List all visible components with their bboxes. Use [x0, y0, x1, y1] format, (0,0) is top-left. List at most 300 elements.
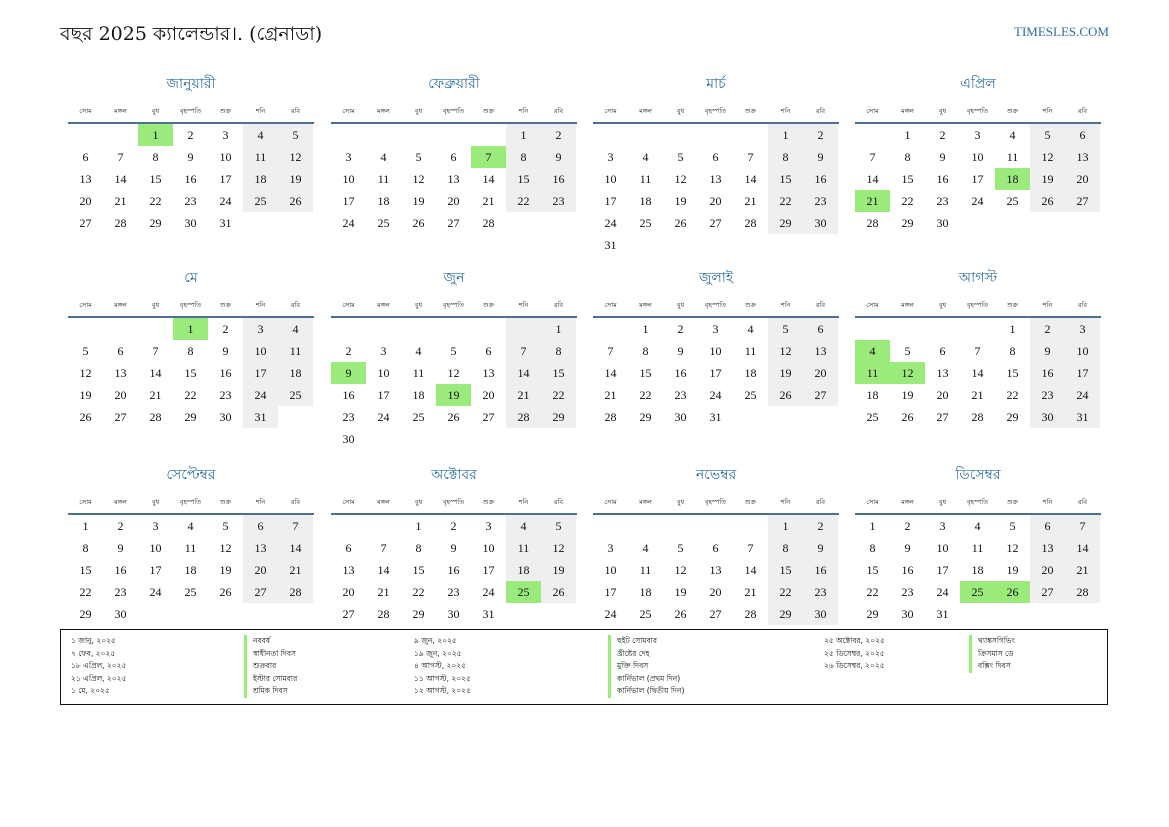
empty-cell — [243, 212, 278, 234]
day-cell: 24 — [971, 194, 984, 208]
week-row — [331, 212, 577, 234]
day-cell: 23 — [541, 190, 576, 212]
week-row — [593, 406, 839, 428]
weekday-label: সোম — [866, 106, 879, 115]
weekday-label: বুধ — [676, 497, 685, 506]
day-cell: 14 — [604, 366, 617, 380]
day-cell: 8 — [82, 541, 89, 555]
day-cell: 5 — [904, 344, 911, 358]
week-row — [68, 146, 314, 168]
day-cell: 4 — [278, 318, 313, 340]
empty-cell — [733, 515, 768, 537]
day-cell: 23 — [342, 410, 355, 424]
day-cell: 23 — [1030, 384, 1065, 406]
month-block — [331, 465, 577, 625]
empty-cell — [925, 318, 960, 340]
weekday-label: শুক্র — [482, 497, 495, 506]
day-cell: 5 — [677, 541, 684, 555]
day-cell: 2 — [187, 128, 194, 142]
day-cell: 29 — [79, 607, 92, 621]
day-cell: 10 — [149, 541, 162, 555]
day-cell: 9 — [904, 541, 911, 555]
holiday-day-cell: 21 — [855, 190, 890, 212]
day-cell: 24 — [1065, 384, 1100, 406]
day-cell: 3 — [243, 318, 278, 340]
day-cell: 7 — [747, 541, 754, 555]
day-cell: 12 — [1030, 146, 1065, 168]
weekday-label: রবি — [1077, 300, 1088, 309]
day-cell: 8 — [506, 146, 541, 168]
weekday-label: বৃহস্পতি — [966, 497, 989, 506]
day-cell: 29 — [541, 406, 576, 428]
week-row — [593, 318, 839, 340]
week-row — [855, 537, 1101, 559]
day-cell: 24 — [709, 388, 722, 402]
day-cell: 3 — [222, 128, 229, 142]
day-cell: 8 — [541, 340, 576, 362]
week-row — [68, 124, 314, 146]
weekday-label: সোম — [604, 300, 617, 309]
day-cell: 27 — [482, 410, 495, 424]
empty-cell — [138, 318, 173, 340]
day-cell: 6 — [82, 150, 89, 164]
day-cell: 19 — [1006, 563, 1019, 577]
empty-cell — [401, 428, 436, 450]
day-cell: 26 — [219, 585, 232, 599]
week-row — [593, 515, 839, 537]
day-cell: 6 — [345, 541, 352, 555]
day-cell: 12 — [447, 366, 460, 380]
week-row — [68, 362, 314, 384]
day-cell: 4 — [415, 344, 422, 358]
weekday-label: রবি — [553, 106, 564, 115]
day-cell: 6 — [117, 344, 124, 358]
weekday-label: রবি — [553, 497, 564, 506]
week-row — [593, 168, 839, 190]
day-cell: 17 — [377, 388, 390, 402]
legend-item: ২৬ ডিসেম্বর, ২০২৫ — [824, 661, 885, 670]
day-cell: 20 — [1065, 168, 1100, 190]
day-cell: 27 — [342, 607, 355, 621]
day-cell: 23 — [184, 194, 197, 208]
day-cell: 16 — [803, 168, 838, 190]
day-cell: 23 — [447, 585, 460, 599]
empty-cell — [541, 603, 576, 625]
weekday-label: মঙ্গল — [639, 497, 652, 506]
day-cell: 16 — [541, 168, 576, 190]
empty-cell — [541, 212, 576, 234]
day-cell: 18 — [639, 585, 652, 599]
legend-item: শুক্রবার — [253, 661, 277, 670]
month-block — [855, 268, 1101, 428]
month-block — [593, 268, 839, 428]
day-cell: 25 — [184, 585, 197, 599]
day-cell: 11 — [971, 541, 984, 555]
day-cell: 27 — [447, 216, 460, 230]
month-block — [68, 74, 314, 234]
day-cell: 25 — [639, 216, 652, 230]
day-cell: 10 — [604, 563, 617, 577]
weekday-label: শুক্র — [1006, 300, 1019, 309]
empty-cell — [138, 603, 173, 625]
week-row — [68, 559, 314, 581]
weekday-label: শনি — [518, 497, 529, 506]
weekday-label: সোম — [604, 106, 617, 115]
holiday-day-cell: 18 — [995, 168, 1030, 190]
day-cell: 19 — [541, 559, 576, 581]
day-cell: 19 — [278, 168, 313, 190]
empty-cell — [733, 234, 768, 256]
day-cell: 29 — [412, 607, 425, 621]
day-cell: 2 — [939, 128, 946, 142]
weekday-label: শনি — [1042, 497, 1053, 506]
week-row — [331, 318, 577, 340]
day-cell: 6 — [939, 344, 946, 358]
week-row — [68, 537, 314, 559]
empty-cell — [366, 428, 401, 450]
day-cell: 5 — [222, 519, 229, 533]
week-row — [855, 603, 1101, 625]
day-cell: 7 — [747, 150, 754, 164]
legend-item: ১ জানু, ২০২৫ — [71, 636, 116, 645]
week-row — [68, 212, 314, 234]
weekday-label: শুক্র — [744, 300, 757, 309]
week-row — [68, 603, 314, 625]
day-cell: 11 — [639, 563, 652, 577]
day-cell: 10 — [971, 150, 984, 164]
empty-cell — [663, 124, 698, 146]
week-row — [593, 537, 839, 559]
empty-cell — [243, 603, 278, 625]
weekday-label: শনি — [780, 300, 791, 309]
day-cell: 9 — [541, 146, 576, 168]
weekday-label: রবি — [290, 300, 301, 309]
day-cell: 8 — [904, 150, 911, 164]
empty-cell — [1030, 603, 1065, 625]
day-cell: 1 — [506, 124, 541, 146]
day-cell: 21 — [744, 585, 757, 599]
legend-item: ২১ এপ্রিল, ২০২৫ — [71, 673, 127, 683]
day-cell: 15 — [412, 563, 425, 577]
day-cell: 5 — [1030, 124, 1065, 146]
day-cell: 10 — [482, 541, 495, 555]
week-row — [331, 190, 577, 212]
weekday-label: শনি — [780, 106, 791, 115]
day-cell: 6 — [1030, 515, 1065, 537]
week-row — [855, 581, 1101, 603]
day-cell: 12 — [768, 340, 803, 362]
holiday-legend — [60, 629, 1108, 705]
legend-item: ১৯ জুন, ২০২৫ — [414, 648, 462, 658]
day-cell: 22 — [768, 581, 803, 603]
day-cell: 29 — [1006, 410, 1019, 424]
empty-cell — [698, 515, 733, 537]
day-cell: 16 — [674, 366, 687, 380]
day-cell: 21 — [506, 384, 541, 406]
weekday-label: মঙ্গল — [377, 300, 390, 309]
day-cell: 10 — [243, 340, 278, 362]
day-cell: 5 — [415, 150, 422, 164]
day-cell: 10 — [709, 344, 722, 358]
legend-item: থ্যাঙ্কসগিভিং — [978, 636, 1015, 645]
weekday-label: শনি — [255, 497, 266, 506]
day-cell: 7 — [152, 344, 159, 358]
week-row — [331, 384, 577, 406]
day-cell: 15 — [768, 168, 803, 190]
day-cell: 18 — [184, 563, 197, 577]
day-cell: 15 — [901, 172, 914, 186]
day-cell: 14 — [744, 563, 757, 577]
day-cell: 26 — [674, 216, 687, 230]
day-cell: 27 — [1030, 581, 1065, 603]
week-row — [331, 515, 577, 537]
day-cell: 22 — [412, 585, 425, 599]
day-cell: 8 — [152, 150, 159, 164]
holiday-day-cell: 4 — [855, 340, 890, 362]
month-name: সেপ্টেম্বর — [166, 467, 216, 483]
legend-item: মুক্তি দিবস — [617, 661, 649, 670]
weekday-header — [593, 100, 839, 124]
day-cell: 13 — [1065, 146, 1100, 168]
day-cell: 6 — [485, 344, 492, 358]
empty-cell — [593, 515, 628, 537]
day-cell: 12 — [674, 563, 687, 577]
week-row — [855, 318, 1101, 340]
day-cell: 2 — [677, 322, 684, 336]
day-cell: 3 — [939, 519, 946, 533]
page-title: বছর 2025 ক্যালেন্ডার।. (গ্রেনাডা) — [60, 23, 323, 45]
empty-cell — [103, 124, 138, 146]
month-block — [68, 268, 314, 428]
site-link[interactable]: TIMESLES.COM — [1014, 24, 1109, 39]
day-cell: 20 — [482, 388, 495, 402]
week-row — [331, 537, 577, 559]
legend-names-2 — [608, 635, 684, 698]
day-cell: 14 — [744, 172, 757, 186]
weekday-label: সোম — [604, 497, 617, 506]
day-cell: 9 — [803, 146, 838, 168]
day-cell: 24 — [604, 216, 617, 230]
day-cell: 18 — [744, 366, 757, 380]
day-cell: 14 — [149, 366, 162, 380]
day-cell: 17 — [243, 362, 278, 384]
day-cell: 30 — [342, 432, 355, 446]
day-cell: 3 — [607, 150, 614, 164]
empty-cell — [506, 428, 541, 450]
month-block — [331, 268, 577, 450]
empty-cell — [278, 603, 313, 625]
day-cell: 3 — [974, 128, 981, 142]
day-cell: 26 — [768, 384, 803, 406]
day-cell: 4 — [380, 150, 387, 164]
legend-item: হুইট সোমবার — [617, 636, 657, 645]
empty-cell — [506, 212, 541, 234]
day-cell: 31 — [604, 238, 617, 252]
week-row — [331, 581, 577, 603]
empty-cell — [960, 212, 995, 234]
weekday-label: মঙ্গল — [901, 300, 914, 309]
empty-cell — [278, 406, 313, 428]
day-cell: 17 — [709, 366, 722, 380]
empty-cell — [628, 515, 663, 537]
weekday-label: শনি — [518, 300, 529, 309]
day-cell: 17 — [1065, 362, 1100, 384]
day-cell: 11 — [412, 366, 425, 380]
weekday-label: শুক্র — [219, 497, 232, 506]
day-cell: 5 — [768, 318, 803, 340]
day-cell: 30 — [901, 607, 914, 621]
day-cell: 4 — [506, 515, 541, 537]
legend-item: ২৫ অক্টোবর, ২০২৫ — [824, 636, 885, 645]
legend-item: ৯ জুন, ২০২৫ — [414, 636, 457, 645]
weekday-header — [855, 491, 1101, 515]
day-cell: 14 — [506, 362, 541, 384]
week-row — [855, 559, 1101, 581]
weekday-label: বৃহস্পতি — [966, 106, 989, 115]
day-cell: 28 — [377, 607, 390, 621]
day-cell: 26 — [79, 410, 92, 424]
day-cell: 25 — [1006, 194, 1019, 208]
holiday-day-cell: 11 — [855, 362, 890, 384]
weekday-label: শুক্র — [482, 300, 495, 309]
day-cell: 19 — [768, 362, 803, 384]
day-cell: 5 — [1009, 519, 1016, 533]
weekday-label: বৃহস্পতি — [179, 300, 202, 309]
day-cell: 9 — [1030, 340, 1065, 362]
day-cell: 21 — [604, 388, 617, 402]
day-cell: 22 — [866, 585, 879, 599]
legend-item: ৭ ফেব, ২০২৫ — [71, 648, 116, 658]
day-cell: 26 — [447, 410, 460, 424]
weekday-label: সোম — [79, 300, 92, 309]
day-cell: 7 — [278, 515, 313, 537]
day-cell: 23 — [936, 194, 949, 208]
weekday-label: বৃহস্পতি — [966, 300, 989, 309]
day-cell: 30 — [219, 410, 232, 424]
weekday-label: বুধ — [676, 106, 685, 115]
day-cell: 6 — [1065, 124, 1100, 146]
weekday-label: রবি — [1077, 497, 1088, 506]
week-row — [68, 340, 314, 362]
day-cell: 20 — [79, 194, 92, 208]
weekday-label: শুক্র — [219, 106, 232, 115]
empty-cell — [471, 318, 506, 340]
day-cell: 29 — [768, 603, 803, 625]
legend-dates-3 — [824, 635, 885, 673]
day-cell: 21 — [482, 194, 495, 208]
day-cell: 16 — [114, 563, 127, 577]
day-cell: 11 — [243, 146, 278, 168]
weekday-label: রবি — [815, 300, 826, 309]
day-cell: 17 — [149, 563, 162, 577]
day-cell: 28 — [604, 410, 617, 424]
empty-cell — [436, 318, 471, 340]
day-cell: 23 — [803, 581, 838, 603]
week-row — [593, 234, 839, 256]
day-cell: 26 — [541, 581, 576, 603]
week-row — [331, 406, 577, 428]
day-cell: 8 — [187, 344, 194, 358]
day-cell: 22 — [768, 190, 803, 212]
legend-item: কার্নিভাল (দ্বিতীয় দিন) — [617, 686, 685, 695]
day-cell: 30 — [447, 607, 460, 621]
day-cell: 30 — [1030, 406, 1065, 428]
month-name: অক্টোবর — [431, 467, 477, 483]
legend-item: ইস্টার সোমবার — [253, 673, 298, 683]
day-cell: 1 — [768, 124, 803, 146]
day-cell: 28 — [744, 216, 757, 230]
day-cell: 24 — [377, 410, 390, 424]
day-cell: 6 — [803, 318, 838, 340]
day-cell: 20 — [936, 388, 949, 402]
weekday-label: বুধ — [151, 300, 160, 309]
holiday-day-cell: 7 — [471, 146, 506, 168]
day-cell: 13 — [709, 563, 722, 577]
legend-item: ১ মে, ২০২৫ — [71, 686, 110, 695]
day-cell: 2 — [450, 519, 457, 533]
week-row — [68, 581, 314, 603]
weekday-label: বুধ — [938, 497, 947, 506]
day-cell: 24 — [243, 384, 278, 406]
weekday-header — [593, 294, 839, 318]
day-cell: 3 — [712, 322, 719, 336]
legend-item: নববর্ষ — [253, 636, 270, 645]
day-cell: 2 — [222, 322, 229, 336]
day-cell: 25 — [278, 384, 313, 406]
legend-item: খ্রীষ্টের দেহ — [617, 648, 650, 658]
day-cell: 18 — [278, 362, 313, 384]
day-cell: 6 — [712, 150, 719, 164]
day-cell: 15 — [541, 362, 576, 384]
empty-cell — [890, 318, 925, 340]
weekday-label: শুক্র — [1006, 106, 1019, 115]
weekday-header — [331, 100, 577, 124]
day-cell: 17 — [971, 172, 984, 186]
day-cell: 27 — [709, 607, 722, 621]
empty-cell — [401, 318, 436, 340]
day-cell: 12 — [541, 537, 576, 559]
empty-cell — [803, 406, 838, 428]
day-cell: 16 — [219, 366, 232, 380]
weekday-header — [68, 491, 314, 515]
day-cell: 19 — [412, 194, 425, 208]
weekday-label: সোম — [866, 300, 879, 309]
day-cell: 9 — [450, 541, 457, 555]
weekday-label: সোম — [342, 300, 355, 309]
day-cell: 8 — [869, 541, 876, 555]
day-cell: 3 — [345, 150, 352, 164]
day-cell: 10 — [377, 366, 390, 380]
legend-item: ১১ আগস্ট, ২০২৫ — [414, 673, 471, 683]
weekday-label: সোম — [342, 106, 355, 115]
month-name: মার্চ — [706, 76, 726, 92]
day-cell: 9 — [187, 150, 194, 164]
weekday-label: বুধ — [938, 106, 947, 115]
day-cell: 6 — [712, 541, 719, 555]
day-cell: 24 — [149, 585, 162, 599]
day-cell: 4 — [1009, 128, 1016, 142]
empty-cell — [663, 234, 698, 256]
day-cell: 15 — [184, 366, 197, 380]
week-row — [593, 384, 839, 406]
day-cell: 23 — [674, 388, 687, 402]
weekday-label: শুক্র — [744, 497, 757, 506]
weekday-header — [68, 100, 314, 124]
day-cell: 12 — [219, 541, 232, 555]
day-cell: 26 — [412, 216, 425, 230]
day-cell: 25 — [412, 410, 425, 424]
day-cell: 22 — [506, 190, 541, 212]
